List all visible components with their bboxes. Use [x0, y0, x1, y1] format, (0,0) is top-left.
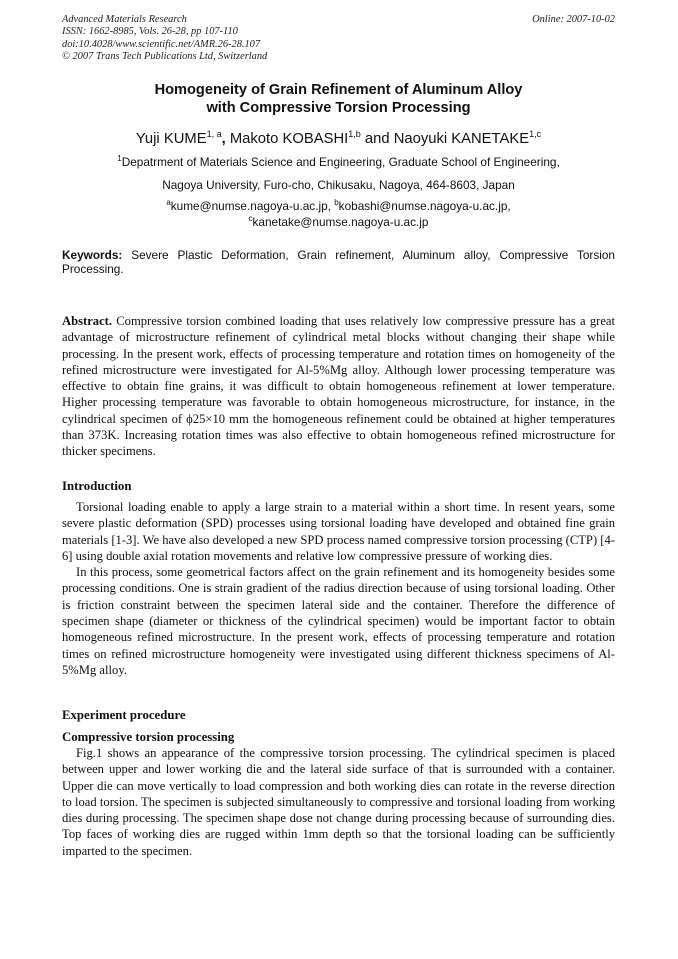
section-heading-introduction: Introduction: [62, 479, 132, 493]
affiliation-address: Nagoya University, Furo-cho, Chikusaku, Nagoya, 464-8603, Japan: [162, 178, 515, 192]
author-separator: ,: [221, 131, 230, 147]
author-affiliation-mark: 1,b: [348, 129, 361, 139]
abstract-label: Abstract.: [62, 314, 113, 328]
journal-issn: ISSN: 1662-8985, Vols. 26-28, pp 107-110: [62, 26, 238, 38]
affiliation-line-1: [62, 155, 615, 169]
author-name: Yuji KUME: [135, 131, 207, 147]
email-mark-a: a: [166, 198, 171, 207]
keywords: [62, 248, 615, 276]
author-affiliation-mark: 1, a: [206, 129, 222, 139]
abstract-text: Compressive torsion combined loading that uses relatively low compressive pressure has a great advantage of microstructure refinement of cylindrical metal blocks without changing their shape while processing. In the present work, effects of processing temperature and rotation times on homogeneity of the refined microstructure were investigated for Al-5%Mg alloy. Although lower processing temperature was effective to obtain fine grains, it was difficult to obtain homogeneous refinement at lower temperature. Higher processing temperature was favorable to obtain homogeneous microstructure, for instance, in the cylindrical specimen of ϕ25×10 mm the homogeneous refinement could be obtained at higher temperatures than 373K. Increasing rotation times was also effective to obtain homogeneous refined microstructure for thicker specimens.: [62, 314, 615, 459]
author-affiliation-mark: 1,c: [529, 129, 542, 139]
affiliation-mark: 1: [117, 154, 122, 163]
affiliation-line-2: [62, 178, 615, 192]
affiliation-department: Depatrment of Materials Science and Engineering, Graduate School of Engineering,: [121, 155, 560, 169]
online-date: Online: 2007-10-02: [532, 14, 615, 25]
journal-doi: doi:10.4028/www.scientific.net/AMR.26-28.107: [62, 38, 261, 50]
email-kobashi: kobashi@numse.nagoya-u.ac.jp,: [338, 199, 511, 213]
title-line-2: with Compressive Torsion Processing: [206, 100, 471, 116]
email-kume: kume@numse.nagoya-u.ac.jp,: [170, 199, 335, 213]
email-kanetake: kanetake@numse.nagoya-u.ac.jp: [252, 215, 429, 229]
experiment-body: [62, 745, 615, 859]
author-list: [62, 130, 615, 148]
introduction-paragraph: Torsional loading enable to apply a large strain to a material within a short time. In resent years, some severe plastic deformation (SPD) processes using torsional loading have developed and obtained fine grain materials [1-3]. We have also developed a new SPD process named compressive torsion processing (CTP) [4-6] using double axial rotation movements and relative low compressive pressure of working dies.: [62, 500, 615, 563]
author-name: Naoyuki KANETAKE: [393, 131, 530, 147]
paper-title: [62, 81, 615, 117]
section-heading-experiment: Experiment procedure: [62, 708, 186, 722]
introduction-body: [62, 499, 615, 678]
journal-header: [62, 14, 615, 64]
email-line-1: [62, 199, 615, 213]
keywords-text: Severe Plastic Deformation, Grain refinement, Aluminum alloy, Compressive Torsion Processing.: [62, 248, 615, 276]
title-line-1: Homogeneity of Grain Refinement of Aluminum Alloy: [154, 82, 523, 98]
author-separator: and: [360, 131, 394, 147]
subsection-heading-compressive-torsion: Compressive torsion processing: [62, 730, 235, 744]
introduction-paragraph: In this process, some geometrical factors affect on the grain refinement and its homogeneity besides some processing conditions. One is strain gradient of the radius direction because of using torsional loading. Other is friction constraint between the specimen lateral side and the container. Therefore the difference of specimen shape (diameter or thickness of the cylindrical specimen) would be important factor to obtain homogeneous refined microstructure. In the present work, effects of processing temperature and rotation times on refined microstructure homogeneity were investigated using different thickness specimens of Al-5%Mg alloy.: [62, 565, 615, 677]
email-mark-b: b: [334, 198, 339, 207]
email-mark-c: c: [248, 214, 253, 223]
journal-copyright: © 2007 Trans Tech Publications Ltd, Switzerland: [62, 51, 268, 63]
keywords-label: Keywords:: [62, 248, 123, 262]
journal-name: Advanced Materials Research: [62, 14, 187, 25]
author-name: Makoto KOBASHI: [229, 131, 349, 147]
experiment-paragraph: Fig.1 shows an appearance of the compressive torsion processing. The cylindrical specimen is placed between upper and lower working die and the lateral side surface of that is surrounded with a container. Upper die can move vertically to load compression and both working dies can rotate in the reverse direction to load torsion. The specimen is subjected simultaneously to compressive and torsional loading from working dies during processing. The specimen shape dose not change during processing because of surrounding dies. Top faces of working dies are rugged within 1mm depth so that the torsional loading can be sufficiently imparted to the specimen.: [62, 746, 615, 858]
email-line-2: [62, 215, 615, 229]
abstract: [62, 313, 615, 460]
